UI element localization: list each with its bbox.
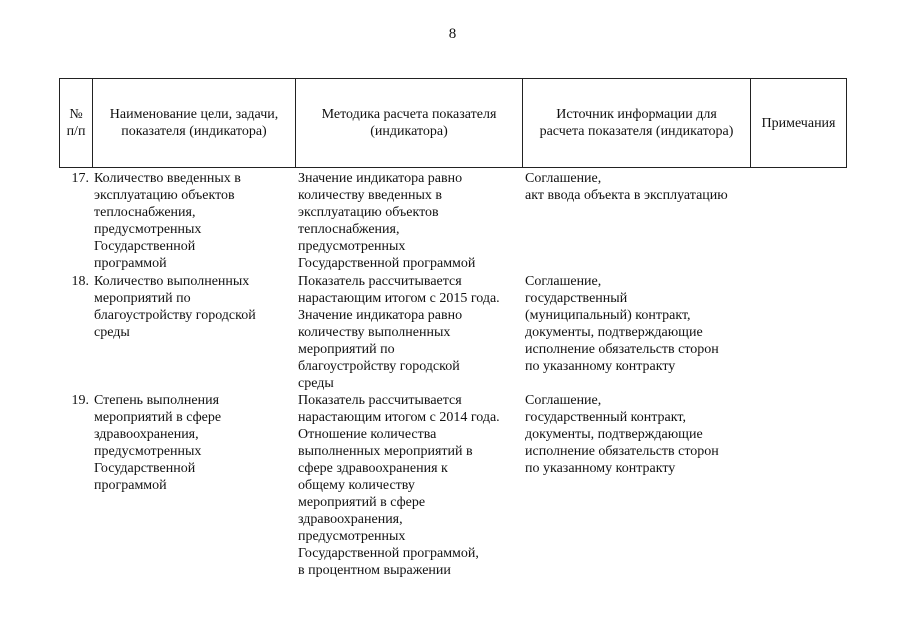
table-row [59,392,847,582]
row-method: Значение индикатора равно количеству введенных в эксплуатацию объектов теплоснабжения, предусмотренных Государственной программой [298,171,476,271]
row-number: 17. [71,171,89,186]
table-body [59,170,847,582]
row-name: Количество введенных в эксплуатацию объектов теплоснабжения, предусмотренных Государственной программой [94,171,241,271]
header-method: Методика расчета показателя (индикатора) [296,79,523,167]
row-name: Степень выполнения мероприятий в сфере здравоохранения, предусмотренных Государственной программой [94,393,222,493]
header-source: Источник информации для расчета показателя (индикатора) [523,79,751,167]
row-method: Показатель рассчитывается нарастающим итогом с 2015 года. Значение индикатора равно количеству выполненных мероприятий по благоустройству городской среды [298,274,500,391]
row-source: Соглашение, акт ввода объекта в эксплуатацию [525,171,728,203]
row-source: Соглашение, государственный (муниципальный) контракт, документы, подтверждающие исполнение обязательств сторон по указанному контракту [525,274,719,374]
row-note [751,392,846,582]
row-method: Показатель рассчитывается нарастающим итогом с 2014 года. Отношение количества выполненных мероприятий в сфере здравоохранения к общему количеству мероприятий в сфере здравоохранения, предусмотренных Государственной программой, в процентном выражении [298,393,500,578]
row-note [751,273,846,392]
table-header [59,78,847,168]
row-number: 18. [71,274,89,289]
page-number: 8 [448,26,457,42]
table-row [59,170,847,273]
row-note [751,170,846,273]
header-name: Наименование цели, задачи, показателя (индикатора) [93,79,296,167]
row-number: 19. [71,393,89,408]
header-notes: Примечания [761,115,836,131]
row-source: Соглашение, государственный контракт, документы, подтверждающие исполнение обязательств сторон по указанному контракту [525,393,719,476]
table-row [59,273,847,392]
row-name: Количество выполненных мероприятий по благоустройству городской среды [94,274,256,340]
header-number: № п/п [60,79,93,167]
